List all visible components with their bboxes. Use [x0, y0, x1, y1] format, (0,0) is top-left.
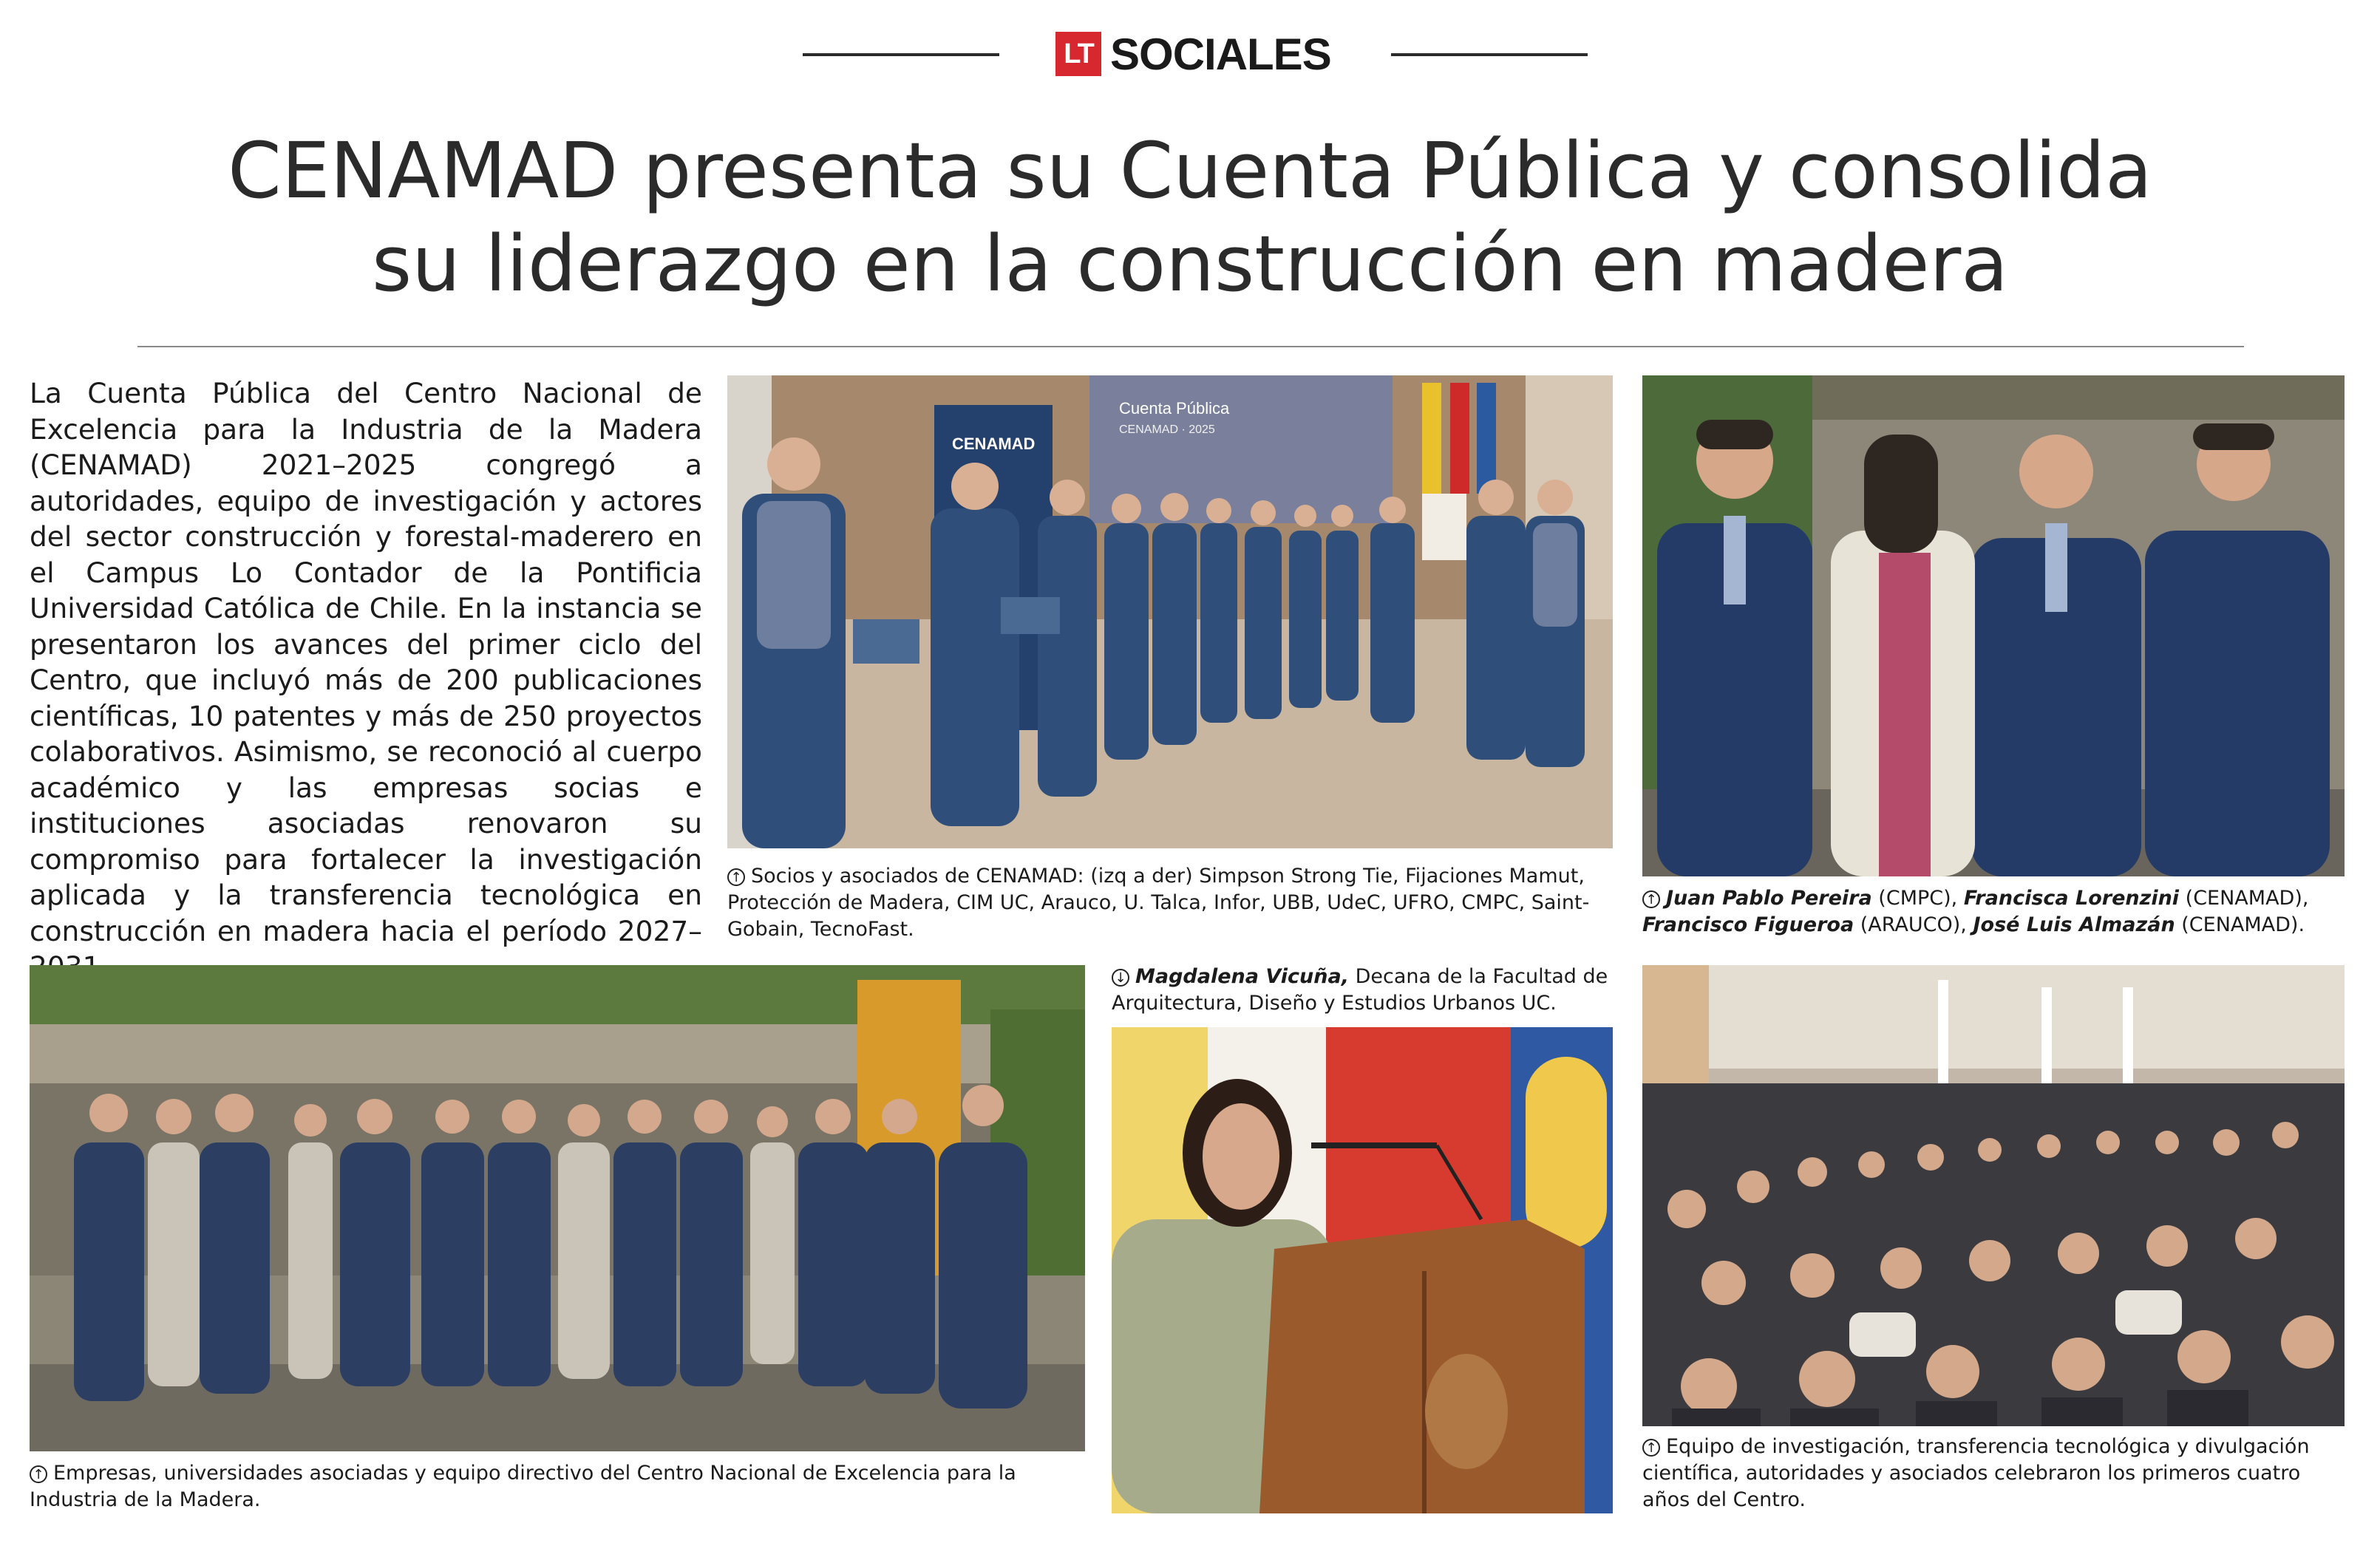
person-name-3: Francisco Figueroa — [1642, 913, 1854, 936]
caption-partners — [727, 863, 1613, 943]
banner-text: CENAMAD — [952, 435, 1036, 453]
title-divider — [137, 346, 2244, 347]
photo-audience-applause — [1642, 965, 2345, 1426]
screen-title: Cuenta Pública — [1119, 399, 1230, 418]
section-label: SOCIALES — [1110, 29, 1331, 79]
title-line-2: su liderazgo en la construcción en madera — [371, 219, 2009, 309]
speaker-role: Decana de la Facultad de Arquitectura, Diseño y Estudios Urbanos UC. — [1112, 965, 1608, 1015]
person-name-4: José Luis Almazán — [1973, 913, 2175, 936]
speaker-name: Magdalena Vicuña, — [1135, 965, 1349, 988]
article-title — [89, 124, 2291, 310]
person-name-2: Francisca Lorenzini — [1963, 887, 2180, 910]
section-brand — [1055, 30, 1331, 78]
caption-outdoor-group — [30, 1460, 1064, 1513]
photo-partners-group — [727, 375, 1613, 848]
person-org-3: (ARAUCO), — [1854, 913, 1973, 936]
person-org-2: (CENAMAD), — [2179, 887, 2309, 910]
intro-paragraph: La Cuenta Pública del Centro Nacional de Excelencia para la Industria de la Madera (CENAMAD) 2021–2025 congregó a autoridades, equipo de investigación y actores del sector construcción y forestal-maderero en el Campus Lo Contador de la Pontificia Universidad Católica de Chile. En la instancia se presentaron los avances del primer ciclo del Centro, que incluyó más de 200 publicaciones científicas, 10 patentes y más de 250 proyectos colaborativos. Asimismo, se reconoció al cuerpo académico y las empresas socias e instituciones asociadas renovaron su compromiso para fortalecer la investigación aplicada y la transferencia tecnológica en construcción en madera hacia el período 2027– — [30, 377, 702, 947]
photo-four-executives — [1642, 375, 2345, 876]
screen-subtitle: CENAMAD · 2025 — [1119, 423, 1215, 436]
person-org-1: (CMPC), — [1871, 887, 1964, 910]
arrow-up-circle-icon: ↑ — [727, 868, 745, 886]
caption-executives — [1642, 885, 2345, 939]
caption-partners-text: Socios y asociados de CENAMAD: (izq a der) Simpson Strong Tie, Fijaciones Mamut, Protección de Madera, CIM UC, Arauco, U. Talca, Infor, UBB, UdeC, UFRO, CMPC, Saint-Gobain, TecnoFast. — [727, 865, 1590, 941]
caption-speaker — [1112, 964, 1622, 1017]
person-org-4: (CENAMAD). — [2175, 913, 2305, 936]
arrow-up-circle-icon: ↑ — [30, 1465, 47, 1483]
caption-outdoor-text: Empresas, universidades asociadas y equipo directivo del Centro Nacional de Excelencia para la Industria de la Madera. — [30, 1462, 1016, 1511]
photo-speaker-podium — [1112, 1027, 1613, 1513]
caption-audience-text: Equipo de investigación, transferencia tecnológica y divulgación científica, autoridades y asociados celebraron los primeros cuatro años del Centro. — [1642, 1435, 2310, 1511]
arrow-up-circle-icon: ↑ — [1642, 1439, 1660, 1457]
caption-audience — [1642, 1434, 2345, 1513]
title-line-1: CENAMAD presenta su Cuenta Pública y consolida — [228, 126, 2152, 216]
arrow-up-circle-icon: ↑ — [1642, 890, 1660, 908]
arrow-down-circle-icon: ↓ — [1112, 969, 1129, 987]
person-name-1: Juan Pablo Pereira — [1666, 887, 1872, 910]
lt-logo: LT — [1055, 32, 1101, 76]
header-rule-right — [1391, 53, 1588, 56]
header-rule-left — [803, 53, 999, 56]
photo-outdoor-group — [30, 965, 1085, 1451]
